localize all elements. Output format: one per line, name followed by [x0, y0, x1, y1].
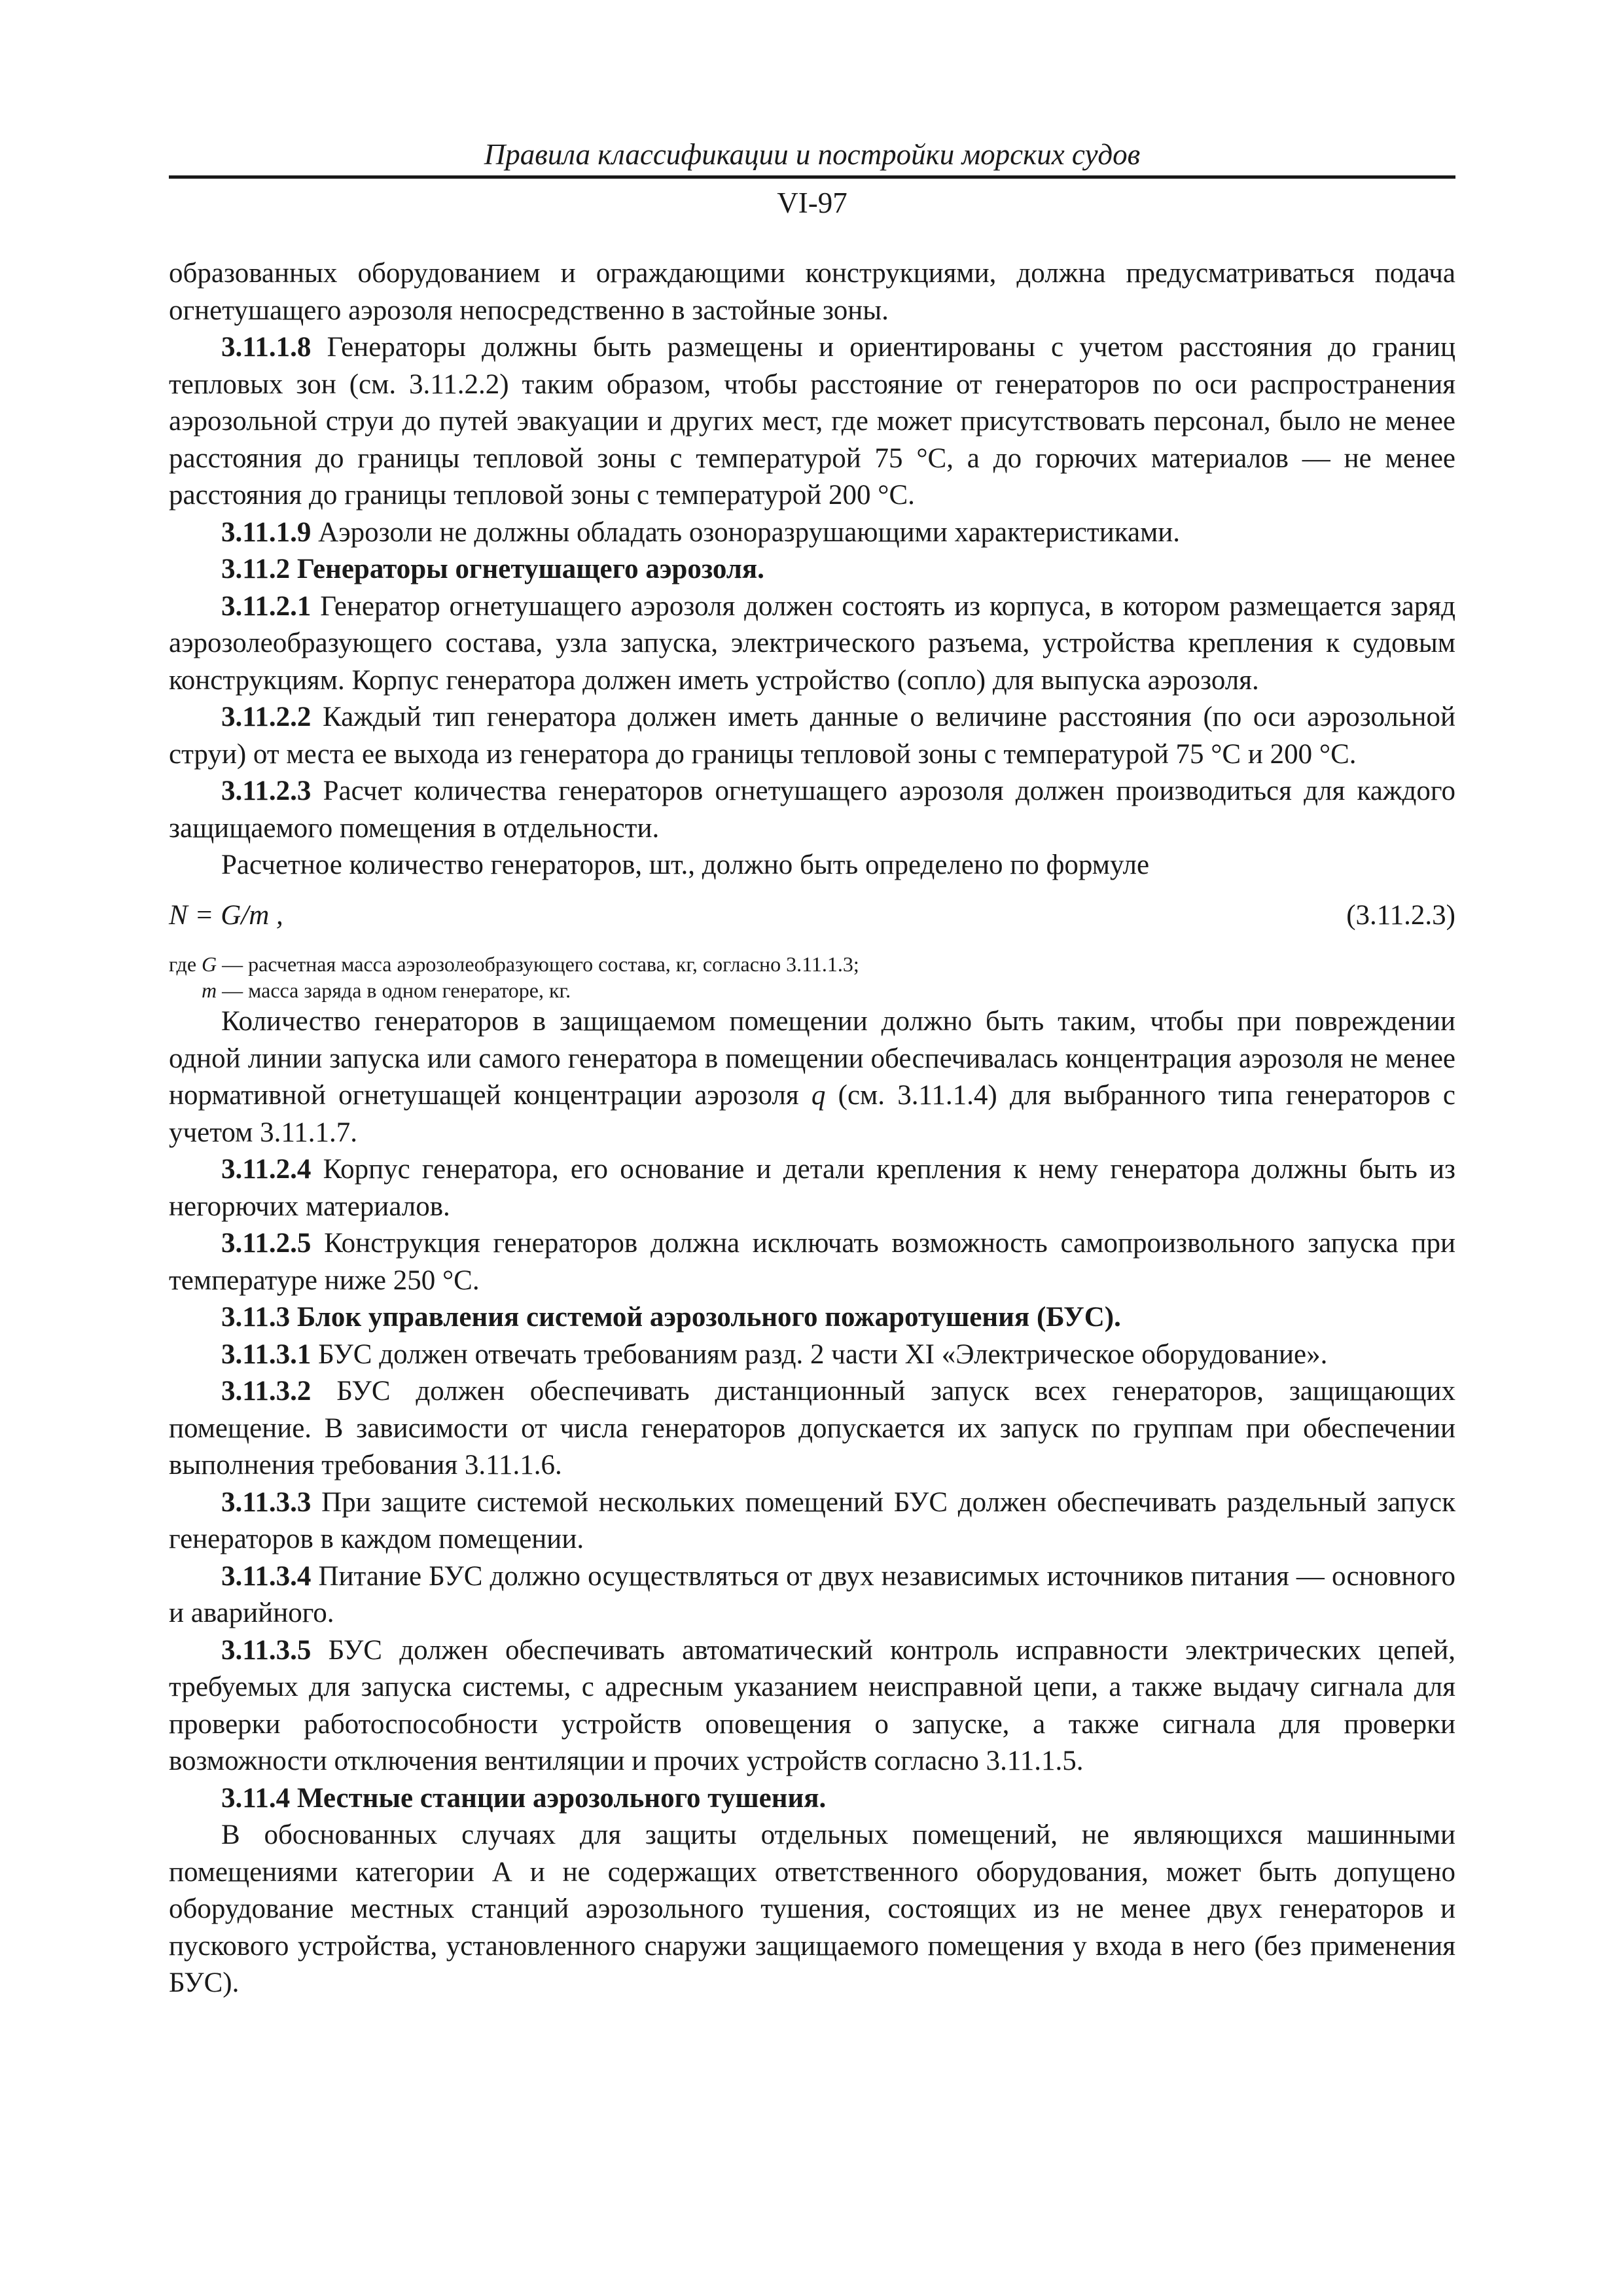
- formula-block: [169, 897, 1455, 935]
- clause-number: 3.11.2.2: [221, 702, 312, 732]
- legend-symbol: m: [202, 978, 217, 1002]
- paragraph-3-11-2-1: [169, 588, 1455, 700]
- formula-legend: [169, 951, 1455, 1003]
- clause-number: 3.11.3.5: [221, 1634, 312, 1666]
- formula-label: (3.11.2.3): [1346, 899, 1455, 931]
- paragraph-3-11-1-9: [169, 514, 1455, 552]
- paragraph-text: Конструкция генераторов должна исключать возможность самопроизвольного запуска при температуре ниже 250 °С.: [169, 1228, 1455, 1296]
- formula-intro: Расчетное количество генераторов, шт., должно быть определено по формуле: [221, 850, 1150, 880]
- paragraph-3-11-2-5: [169, 1225, 1455, 1299]
- paragraph-text: (см. 3.11.1.4) для выбранного типа генераторов с учетом 3.11.1.7.: [169, 1080, 1455, 1148]
- running-title: Правила классификации и постройки морских судов: [484, 138, 1141, 171]
- legend-line-g: [169, 951, 1455, 977]
- paragraph-text: Расчет количества генераторов огнетушащего аэрозоля должен производиться для каждого защищаемого помещения в отдельности.: [169, 776, 1455, 844]
- clause-number: 3.11.2.5: [221, 1228, 312, 1259]
- paragraph-3-11-1-8: [169, 329, 1455, 514]
- paragraph-text: Аэрозоли не должны обладать озоноразрушающими характеристиками.: [311, 516, 1181, 548]
- clause-number: 3.11.2.3: [221, 776, 312, 806]
- document-body: [169, 255, 1455, 2002]
- clause-number: 3.11.3.4: [221, 1560, 312, 1592]
- paragraph-text: При защите системой нескольких помещений БУС должен обеспечивать раздельный запуск генераторов в каждом помещении.: [169, 1486, 1455, 1554]
- section-heading-3-11-2: 3.11.2 Генераторы огнетушащего аэрозоля.: [221, 554, 764, 584]
- paragraph-continuation: [169, 255, 1455, 329]
- paragraph-text: Питание БУС должно осуществляться от двух независимых источников питания — основного и аварийного.: [169, 1560, 1455, 1628]
- symbol-q: q: [811, 1080, 826, 1111]
- paragraph-text: Генераторы должны быть размещены и ориентированы с учетом расстояния до границ тепловых зон (см. 3.11.2.2) таким образом, чтобы расстояние от генераторов по оси распространения аэрозольной струи до путей эвакуации и других мест, где может присутствовать персонал, было не менее расстояния до границы тепловой зоны с температурой 75 °С, а до горючих материалов — не менее расстояния до границы тепловой зоны с температурой 200 °С.: [169, 332, 1455, 511]
- section-heading-3-11-4: 3.11.4 Местные станции аэрозольного тушения.: [221, 1782, 827, 1814]
- clause-number: 3.11.1.9: [221, 516, 312, 548]
- formula-expression: N = G/m ,: [169, 899, 283, 931]
- legend-line-m: [169, 977, 1455, 1003]
- paragraph-3-11-3-3: [169, 1484, 1455, 1558]
- paragraph-generator-count: [169, 1003, 1455, 1151]
- paragraph-3-11-2-3: [169, 773, 1455, 847]
- page-number: VI-97: [777, 187, 847, 219]
- clause-number: 3.11.1.8: [221, 332, 312, 363]
- paragraph-text: Количество генераторов в защищаемом помещении должно быть таким, чтобы при повреждении одной линии запуска или самого генератора в помещении обеспечивалась концентрация аэрозоля не менее нормативной огнетушащей концентрации аэрозоля: [169, 1006, 1455, 1111]
- paragraph-3-11-3-1: [169, 1336, 1455, 1374]
- clause-number: 3.11.2.4: [221, 1154, 312, 1185]
- legend-prefix: где: [169, 952, 202, 976]
- paragraph-3-11-2-2: [169, 699, 1455, 773]
- clause-number: 3.11.3.2: [221, 1376, 312, 1407]
- running-header: [169, 135, 1455, 174]
- paragraph-text: Корпус генератора, его основание и детали крепления к нему генератора должны быть из негорючих материалов.: [169, 1154, 1455, 1222]
- paragraph-3-11-2-4: [169, 1151, 1455, 1225]
- paragraph-3-11-3-4: [169, 1558, 1455, 1632]
- legend-symbol: G: [202, 952, 217, 976]
- legend-text: — расчетная масса аэрозолеобразующего состава, кг, согласно 3.11.1.3;: [217, 952, 859, 976]
- paragraph-text: БУС должен обеспечивать дистанционный запуск всех генераторов, защищающих помещение. В зависимости от числа генераторов допускается их запуск по группам при обеспечении выполнения требования 3.11.1.6.: [169, 1376, 1455, 1480]
- section-heading-3-11-3: 3.11.3 Блок управления системой аэрозольного пожаротушения (БУС).: [221, 1302, 1121, 1333]
- paragraph-3-11-3-5: [169, 1632, 1455, 1780]
- paragraph-text: Генератор огнетушащего аэрозоля должен состоять из корпуса, в котором размещается заряд аэрозолеобразующего состава, узла запуска, электрического разъема, устройства крепления к судовым конструкциям. Корпус генератора должен иметь устройство (сопло) для выпуска аэрозоля.: [169, 590, 1455, 696]
- paragraph-text: Каждый тип генератора должен иметь данные о величине расстояния (по оси аэрозольной струи) от места ее выхода из генератора до границы тепловой зоны с температурой 75 °С и 200 °С.: [169, 702, 1455, 770]
- paragraph-local-stations: В обоснованных случаях для защиты отдельных помещений, не являющихся машинными помещениями категории А и не содержащих ответственного оборудования, может быть допущено оборудование местных станций аэрозольного тушения, состоящих из не менее двух генераторов и пускового устройства, установленного снаружи защищаемого помещения у входа в него (без применения БУС).: [169, 1820, 1455, 1998]
- paragraph-text: образованных оборудованием и ограждающими конструкциями, должна предусматриваться подача огнетушащего аэрозоля непосредственно в застойные зоны.: [169, 258, 1455, 326]
- header-rule: [169, 175, 1455, 179]
- paragraph-3-11-3-2: [169, 1373, 1455, 1484]
- clause-number: 3.11.3.1: [221, 1338, 312, 1370]
- clause-number: 3.11.2.1: [221, 590, 312, 622]
- legend-text: — масса заряда в одном генераторе, кг.: [217, 978, 571, 1002]
- paragraph-text: БУС должен отвечать требованиям разд. 2 части XI «Электрическое оборудование».: [311, 1338, 1328, 1370]
- paragraph-text: БУС должен обеспечивать автоматический контроль исправности электрических цепей, требуемых для запуска системы, с адресным указанием неисправной цепи, а также выдачу сигнала для проверки работоспособности устройств оповещения о запуске, а также сигнала для проверки возможности отключения вентиляции и прочих устройств согласно 3.11.1.5.: [169, 1634, 1455, 1776]
- clause-number: 3.11.3.3: [221, 1486, 312, 1518]
